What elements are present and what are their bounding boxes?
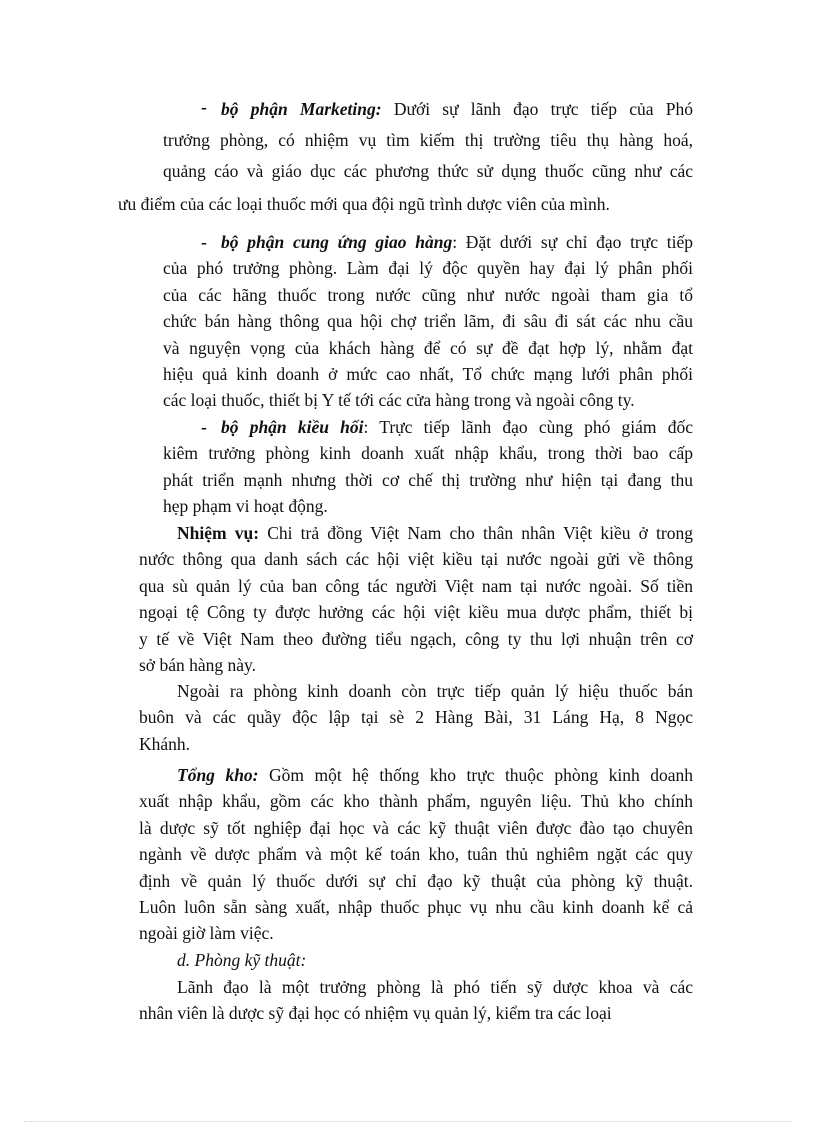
tech-paragraph <box>139 974 693 1027</box>
paragraph-line: các loại thuốc, thiết bị Y tế tới các cửa hàng trong và ngoài công ty. <box>163 390 635 411</box>
paragraph-line: Tổng kho: Gồm một hệ thống kho trực thuộc phòng kinh doanh <box>177 765 694 785</box>
paragraph-line: trưởng phòng, có nhiệm vụ tìm kiếm thị trường tiêu thụ hàng hoá, <box>163 130 693 151</box>
paragraph-line: Khánh. <box>139 733 191 754</box>
paragraph-line: nhân viên là dược sỹ đại học có nhiệm vụ quản lý, kiểm tra các loại <box>139 1003 612 1024</box>
paragraph-line: Lãnh đạo là một trưởng phòng là phó tiến sỹ dược khoa và các <box>177 977 693 997</box>
marketing-paragraph-tail <box>118 191 690 217</box>
remittance-paragraph <box>163 414 693 520</box>
section-title: bộ phận kiều hối <box>221 417 364 437</box>
besides-paragraph <box>139 678 693 757</box>
paragraph-line: định về quản lý thuốc dưới sự chỉ đạo kỹ thuật của phòng kỹ thuật. <box>139 870 693 891</box>
supply-paragraph <box>163 229 693 414</box>
paragraph-line: ưu điểm của các loại thuốc mới qua đội ngũ trình dược viên của mình. <box>118 194 610 214</box>
paragraph-line: của các hãng thuốc trong nước cũng như nước ngoài tham gia tổ <box>163 284 693 305</box>
paragraph-line: ngoại tệ Công ty được hưởng các hội việt kiều mua dược phẩm, thiết bị <box>139 602 693 623</box>
section-title: Tổng kho: <box>177 765 259 785</box>
paragraph-line: ngành về dược phẩm và một kế toán kho, tuân thủ nghiêm ngặt các quy <box>139 844 693 865</box>
page-bottom-border <box>24 1121 792 1122</box>
paragraph-line: kiêm trưởng phòng kinh doanh xuất nhập khẩu, trong thời bao cấp <box>163 443 693 464</box>
paragraph-line: bộ phận cung ứng giao hàng: Đặt dưới sự chỉ đạo trực tiếp <box>221 232 693 252</box>
bullet-dash: - <box>201 97 207 117</box>
paragraph-line: y tế về Việt Nam theo đường tiểu ngạch, công ty thu lợi nhuận trên cơ <box>139 628 693 649</box>
paragraph-line: chức bán hàng thông qua hội chợ triển lãm, đi sâu đi sát các nhu cầu <box>163 311 693 332</box>
paragraph-line: và nguyện vọng của khách hàng để có sự đề đạt hợp lý, nhằm đạt <box>163 337 693 358</box>
paragraph-line: là dược sỹ tốt nghiệp đại học và các kỹ thuật viên được đào tạo chuyên <box>139 817 693 838</box>
paragraph-line: phát triển mạnh nhưng thời cơ chế thị trường như hiện tại đang thu <box>163 469 693 490</box>
warehouse-paragraph <box>139 762 693 947</box>
paragraph-line: của phó trưởng phòng. Làm đại lý độc quyền hay đại lý phân phối <box>163 258 693 279</box>
paragraph-line: quảng cáo và giáo dục các phương thức sử dụng thuốc cũng như các <box>163 161 693 182</box>
paragraph-line: bộ phận kiều hối: Trực tiếp lãnh đạo cùng phó giám đốc <box>221 417 693 437</box>
marketing-paragraph <box>163 94 693 188</box>
paragraph-line: hẹp phạm vi hoạt động. <box>163 496 328 517</box>
paragraph-line: qua sù quản lý của ban công tác người Việt nam tại nước ngoài. Số tiền <box>139 575 693 596</box>
paragraph-line: Luôn luôn sẵn sàng xuất, nhập thuốc phục vụ nhu cầu kinh doanh kể cả <box>139 897 693 918</box>
section-title: bộ phận cung ứng giao hàng <box>221 232 453 252</box>
paragraph-line: bộ phận Marketing: Dưới sự lãnh đạo trực tiếp của Phó <box>221 99 694 119</box>
paragraph-line: hiệu quả kinh doanh ở mức cao nhất, Tổ chức mạng lưới phân phối <box>163 364 693 385</box>
paragraph-line: xuất nhập khẩu, gồm các kho thành phẩm, nguyên liệu. Thủ kho chính <box>139 791 693 812</box>
section-title: bộ phận Marketing: <box>221 99 382 119</box>
section-title: Nhiệm vụ: <box>177 523 260 543</box>
tech-heading <box>177 947 577 973</box>
paragraph-line: nước thông qua danh sách các hội việt kiều tại nước ngoài gửi về thông <box>139 549 693 570</box>
paragraph-line: Ngoài ra phòng kinh doanh còn trực tiếp quản lý hiệu thuốc bán <box>177 681 693 701</box>
paragraph-line: buôn và các quầy độc lập tại sè 2 Hàng Bài, 31 Láng Hạ, 8 Ngọc <box>139 707 693 728</box>
bullet-dash: - <box>201 232 207 252</box>
bullet-dash: - <box>201 417 207 437</box>
section-heading: d. Phòng kỹ thuật: <box>177 950 307 970</box>
paragraph-line: ngoài giờ làm việc. <box>139 923 274 944</box>
duty-paragraph <box>139 520 693 678</box>
paragraph-line: Nhiệm vụ: Chi trả đồng Việt Nam cho thân nhân Việt kiều ở trong <box>177 523 694 543</box>
paragraph-line: sở bán hàng này. <box>139 655 256 676</box>
